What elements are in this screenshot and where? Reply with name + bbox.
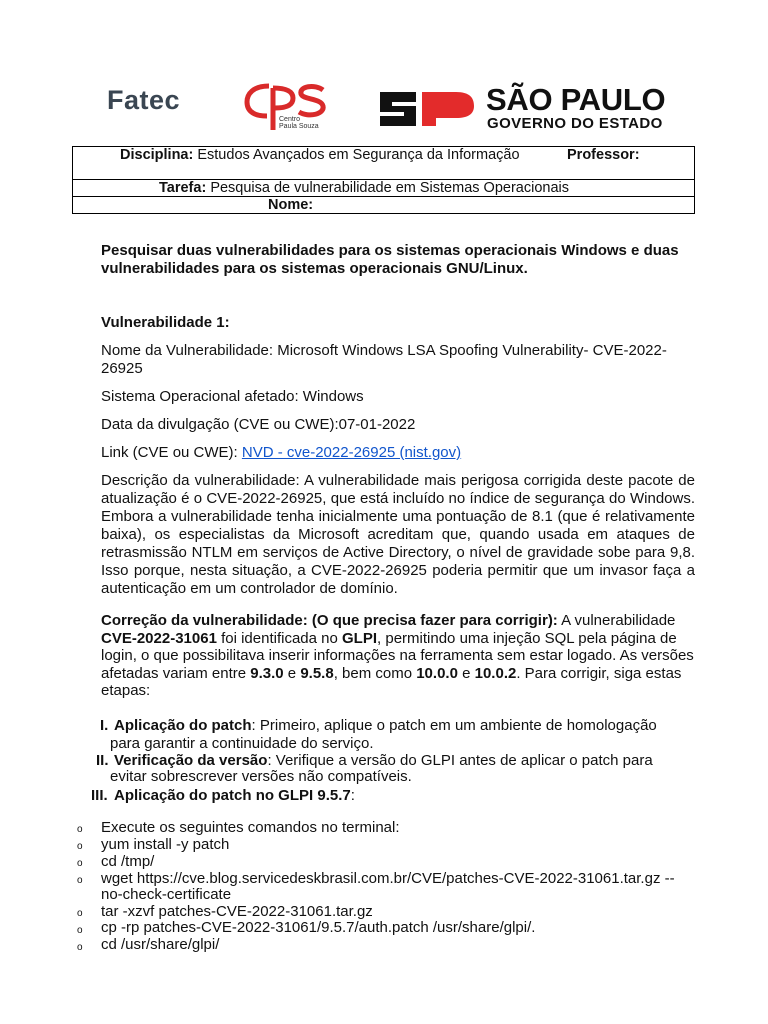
list-item: yum install -y patch <box>101 836 230 853</box>
correction-paragraph <box>101 612 695 700</box>
sao-paulo-title: SÃO PAULO <box>486 82 666 117</box>
version-4: 10.0.2 <box>474 664 517 682</box>
bullet-marker: o <box>77 824 83 835</box>
bullet-marker: o <box>77 841 83 852</box>
correction-text-2: foi identificada no <box>216 629 343 647</box>
vuln1-link-label: Link (CVE ou CWE): <box>101 444 238 461</box>
nvd-link[interactable]: NVD - cve-2022-26925 (nist.gov) <box>241 444 462 461</box>
correction-text-1: A vulnerabilidade <box>557 612 676 629</box>
correction-text-5: , bem como <box>333 664 417 682</box>
step-1-continuation: para garantir a continuidade do serviço. <box>110 735 374 752</box>
version-2: 9.5.8 <box>300 664 334 682</box>
step-2-continuation: evitar sobrescrever versões não compatíveis. <box>110 768 412 785</box>
intro-text: Pesquisar duas vulnerabilidades para os sistemas operacionais Windows e duas vulnerabilidades para os sistemas operacionais GNU/Linux. <box>101 242 679 277</box>
vuln1-link-line <box>101 444 695 462</box>
sao-paulo-mark-icon <box>376 88 476 130</box>
step-1-text: : Primeiro, aplique o patch em um ambiente de homologação <box>251 717 657 734</box>
cps-subtitle-1: Centro <box>279 116 301 123</box>
vuln1-date: Data da divulgação (CVE ou CWE):07-01-2022 <box>101 416 416 433</box>
correction-text-7: . Para corrigir, siga estas etapas: <box>101 664 682 699</box>
correction-glpi: GLPI <box>342 629 378 647</box>
professor-label: Professor: <box>567 147 640 163</box>
vuln1-description: Descrição da vulnerabilidade: A vulnerabilidade mais perigosa corrigida deste pacote de atualização é o CVE-2022-26925, que está incluído no índice de segurança do Windows. Embora a vulnerabilidade tenha inicialmente uma pontuação de 8.1 (que é relativamente baixa), os especialistas da Microsoft acreditam que, quando usada em ataques de retrasmissão NTLM em serviços de Active Directory, o nível de gravidade sobe para 9,8. Isso porque, nesta situação, a CVE-2022-26925 poderia permitir que um invasor faça a autenticação em um controlador de domínio. <box>101 472 695 597</box>
step-2-number: II. <box>96 752 109 769</box>
fatec-logo: Fatec <box>107 85 181 115</box>
step-1-number: I. <box>100 717 109 734</box>
version-3: 10.0.0 <box>416 664 458 682</box>
list-item: cp -rp patches-CVE-2022-31061/9.5.7/auth.patch /usr/share/glpi/. <box>101 919 536 936</box>
cps-subtitle-2: Paula Souza <box>279 123 319 130</box>
bullet-marker: o <box>77 925 83 936</box>
correction-text-3: , permitindo uma injeção SQL pela página de login, o que possibilitava inserir informações na ferramenta sem estar logado. As versões afetadas variam entre <box>101 629 694 682</box>
tarefa-line <box>159 180 569 196</box>
bullet-marker: o <box>77 942 83 953</box>
header-logos <box>0 78 768 138</box>
list-item: Execute os seguintes comandos no terminal: <box>101 819 400 836</box>
vuln1-heading: Vulnerabilidade 1: <box>101 314 230 331</box>
step-2-title: Verificação da versão <box>114 752 268 769</box>
step-2-text: : Verifique a versão do GLPI antes de aplicar o patch para <box>267 752 653 769</box>
tarefa-label: Tarefa: <box>159 180 207 196</box>
version-1: 9.3.0 <box>250 664 284 682</box>
list-item: wget https://cve.blog.servicedeskbrasil.com.br/CVE/patches-CVE-2022-31061.tar.gz -- <box>101 870 675 887</box>
correction-label: Correção da vulnerabilidade: (O que precisa fazer para corrigir): <box>101 612 558 629</box>
cps-subtitle <box>279 116 319 130</box>
tarefa-cell <box>73 180 695 197</box>
list-item: cd /usr/share/glpi/ <box>101 936 220 953</box>
disciplina-line <box>120 147 520 163</box>
step-3-text: : <box>350 787 355 804</box>
correction-text-6: e <box>457 664 475 682</box>
nome-cell <box>73 197 695 214</box>
correction-cve: CVE-2022-31061 <box>101 629 217 647</box>
list-item-continuation: no-check-certificate <box>101 886 232 903</box>
bullet-marker: o <box>77 875 83 886</box>
disciplina-label: Disciplina: <box>120 147 194 163</box>
vuln1-name: Nome da Vulnerabilidade: Microsoft Windows LSA Spoofing Vulnerability- CVE-2022-26925 <box>101 342 667 377</box>
disciplina-cell <box>73 147 695 180</box>
nome-label: Nome: <box>268 197 314 213</box>
list-item: tar -xzvf patches-CVE-2022-31061.tar.gz <box>101 903 373 920</box>
correction-text-4: e <box>283 664 301 682</box>
bullet-marker: o <box>77 858 83 869</box>
tarefa-value: Pesquisa de vulnerabilidade em Sistemas Operacionais <box>210 180 569 196</box>
vuln1-os: Sistema Operacional afetado: Windows <box>101 388 364 405</box>
disciplina-value: Estudos Avançados em Segurança da Informação <box>197 147 520 163</box>
cps-logo <box>243 82 333 132</box>
step-3-number: III. <box>91 787 108 804</box>
assignment-header-table <box>72 146 695 214</box>
list-item: cd /tmp/ <box>101 853 155 870</box>
document-body <box>101 242 695 700</box>
step-1-title: Aplicação do patch <box>114 717 252 734</box>
sao-paulo-subtitle: GOVERNO DO ESTADO <box>487 115 663 132</box>
bullet-marker: o <box>77 908 83 919</box>
step-3-title: Aplicação do patch no GLPI 9.5.7 <box>114 787 351 804</box>
